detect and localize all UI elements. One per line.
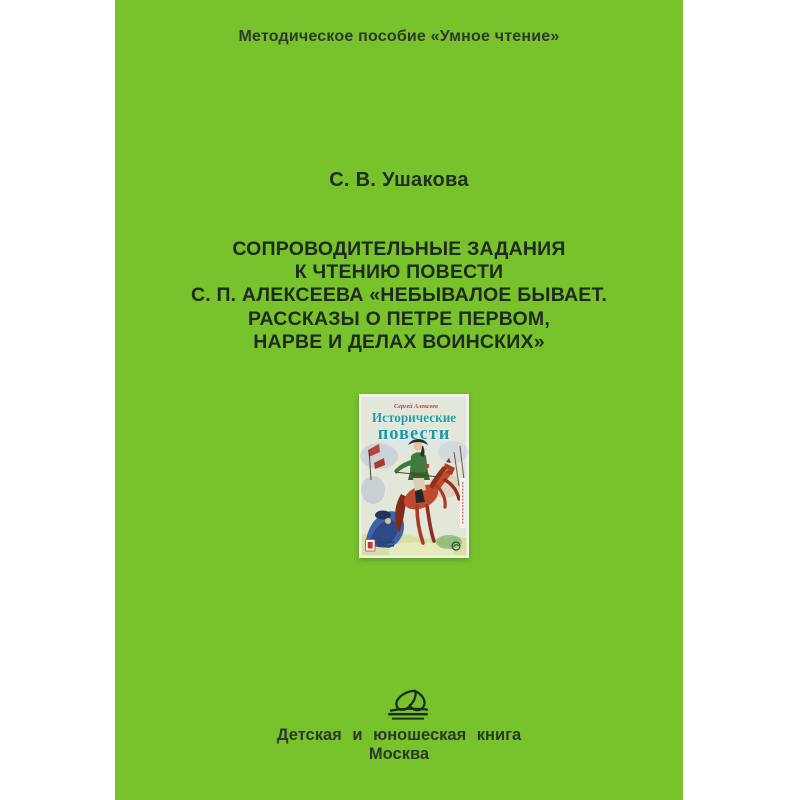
title-line-4: РАССКАЗЫ О ПЕТРЕ ПЕРВОМ,	[248, 307, 550, 330]
dyuk-monogram-icon	[385, 687, 431, 721]
book-front-cover	[115, 0, 683, 800]
publisher-city: Москва	[368, 745, 430, 763]
thumb-author: Сергей Алексеев	[394, 403, 438, 410]
title-line-3: С. П. АЛЕКСЕЕВА «НЕБЫВАЛОЕ БЫВАЕТ.	[190, 284, 608, 307]
thumb-title-line-2: повести	[377, 424, 451, 444]
thumb-title-line-1: Исторические	[371, 410, 457, 425]
publisher-logo	[115, 687, 683, 726]
series-label: Методическое пособие «Умное чтение»	[238, 28, 560, 45]
title-line-2: К ЧТЕНИЮ ПОВЕСТИ	[294, 261, 504, 284]
author-name: С. В. Ушакова	[329, 169, 469, 191]
rider-on-red-horse-illustration	[359, 394, 469, 558]
referenced-book-thumbnail	[359, 394, 469, 558]
title-line-1: СОПРОВОДИТЕЛЬНЫЕ ЗАДАНИЯ	[232, 238, 566, 260]
title-line-5: НАРВЕ И ДЕЛАХ ВОИНСКИХ»	[253, 330, 545, 353]
publisher-name: Детская и юношеская книга	[276, 726, 522, 744]
book-title	[115, 238, 683, 354]
